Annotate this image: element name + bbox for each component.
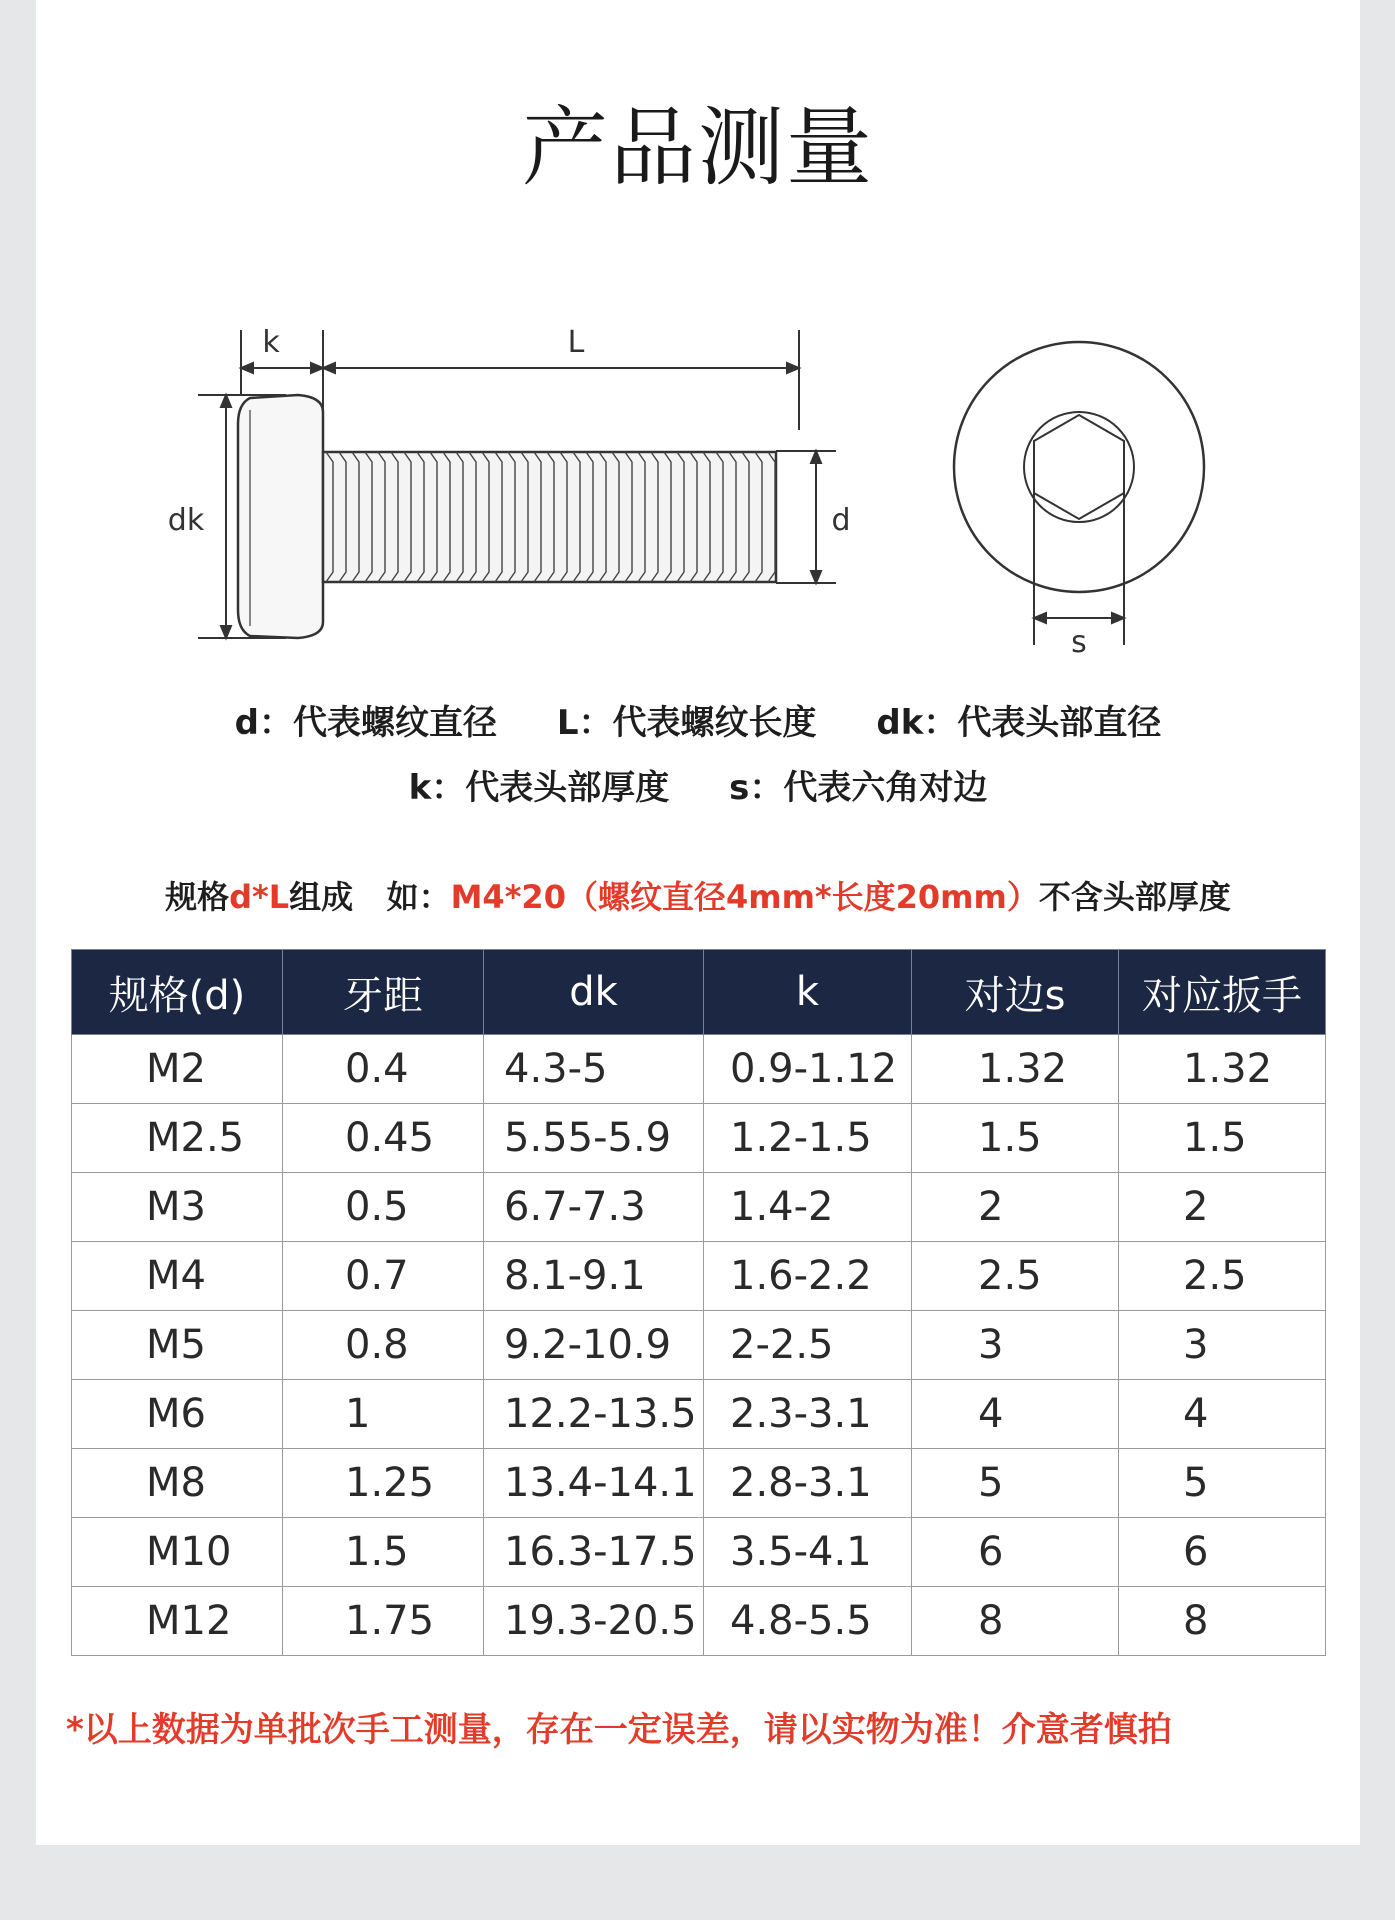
table-cell: 1.6-2.2 [704,1242,912,1311]
table-cell: 0.4 [283,1035,484,1104]
table-cell: 2.8-3.1 [704,1449,912,1518]
table-row [72,1242,1326,1311]
legend-line-1 [36,695,1360,744]
legend-s: s：代表六角对边 [729,768,988,808]
table-row [72,1104,1326,1173]
legend-d: d：代表螺纹直径 [234,703,498,743]
legend-L: L：代表螺纹长度 [556,703,817,743]
table-cell: 1 [283,1380,484,1449]
label-k: k [262,325,280,360]
screw-diagram [36,300,1360,670]
table-cell: M8 [72,1449,283,1518]
label-L: L [567,325,585,360]
table-cell: 0.9-1.12 [704,1035,912,1104]
table-cell: 3 [1119,1311,1326,1380]
table-header-row [72,950,1326,1035]
header-dk: dk [484,950,704,1035]
table-cell: 3.5-4.1 [704,1518,912,1587]
table-cell: 0.5 [283,1173,484,1242]
header-s: 对边s [912,950,1119,1035]
table-cell: 4.3-5 [484,1035,704,1104]
header-spec: 规格(d) [72,950,283,1035]
label-s: s [1071,625,1087,660]
table-cell: 6 [1119,1518,1326,1587]
table-cell: 8 [1119,1587,1326,1656]
legend-dk: dk：代表头部直径 [876,703,1162,743]
table-cell: 2 [1119,1173,1326,1242]
header-k: k [704,950,912,1035]
table-cell: 5 [912,1449,1119,1518]
table-cell: 1.5 [283,1518,484,1587]
header-wrench: 对应扳手 [1119,950,1326,1035]
table-cell: 13.4-14.1 [484,1449,704,1518]
table-cell: M4 [72,1242,283,1311]
table-cell: 2.5 [1119,1242,1326,1311]
spec-prefix: 规格 [165,878,230,916]
table-row [72,1035,1326,1104]
table-cell: 16.3-17.5 [484,1518,704,1587]
hex-socket [1034,415,1124,519]
page-title: 产品测量 [522,98,874,198]
legend-line-2 [36,760,1360,809]
spec-example: M4*20（螺纹直径4mm*长度20mm） [450,878,1039,916]
table-cell: 1.2-1.5 [704,1104,912,1173]
table-cell: 9.2-10.9 [484,1311,704,1380]
legend-k: k：代表头部厚度 [408,768,670,808]
table-row [72,1311,1326,1380]
table-cell: 2 [912,1173,1119,1242]
table-cell: 6 [912,1518,1119,1587]
table-row [72,1173,1326,1242]
table-cell: 12.2-13.5 [484,1380,704,1449]
table-cell: M10 [72,1518,283,1587]
table-cell: 0.8 [283,1311,484,1380]
table-cell: 6.7-7.3 [484,1173,704,1242]
table-cell: 5.55-5.9 [484,1104,704,1173]
table-cell: 1.75 [283,1587,484,1656]
table-cell: 19.3-20.5 [484,1587,704,1656]
table-cell: M3 [72,1173,283,1242]
table-cell: 2.3-3.1 [704,1380,912,1449]
head-top-view [954,342,1204,592]
table-row [72,1380,1326,1449]
table-cell: 2.5 [912,1242,1119,1311]
screw-shank [323,452,776,582]
table-row [72,1449,1326,1518]
table-row [72,1587,1326,1656]
table-cell: M2 [72,1035,283,1104]
table-cell: 4.8-5.5 [704,1587,912,1656]
table-cell: 3 [912,1311,1119,1380]
table-cell: 8.1-9.1 [484,1242,704,1311]
table-row [72,1518,1326,1587]
table-cell: 2-2.5 [704,1311,912,1380]
table-cell: 8 [912,1587,1119,1656]
table-cell: 1.32 [1119,1035,1326,1104]
table-cell: 1.5 [912,1104,1119,1173]
header-pitch: 牙距 [283,950,484,1035]
product-sheet [36,0,1360,1845]
spec-format-note [36,872,1360,918]
spec-table [71,949,1326,1656]
table-cell: 1.4-2 [704,1173,912,1242]
table-cell: 0.45 [283,1104,484,1173]
table-cell: M2.5 [72,1104,283,1173]
table-cell: M5 [72,1311,283,1380]
table-cell: M6 [72,1380,283,1449]
table-cell: 1.32 [912,1035,1119,1104]
spec-dL: d*L [229,878,290,916]
table-cell: 5 [1119,1449,1326,1518]
label-d: d [831,503,851,538]
spec-suffix: 不含头部厚度 [1038,878,1231,916]
label-dk: dk [167,503,205,538]
table-cell: 1.25 [283,1449,484,1518]
table-cell: 4 [912,1380,1119,1449]
table-cell: 4 [1119,1380,1326,1449]
table-cell: 1.5 [1119,1104,1326,1173]
table-cell: 0.7 [283,1242,484,1311]
disclaimer-footnote: *以上数据为单批次手工测量，存在一定误差，请以实物为准！介意者慎拍 [66,1710,1172,1750]
table-cell: M12 [72,1587,283,1656]
spec-mid: 组成 如： [289,878,451,916]
